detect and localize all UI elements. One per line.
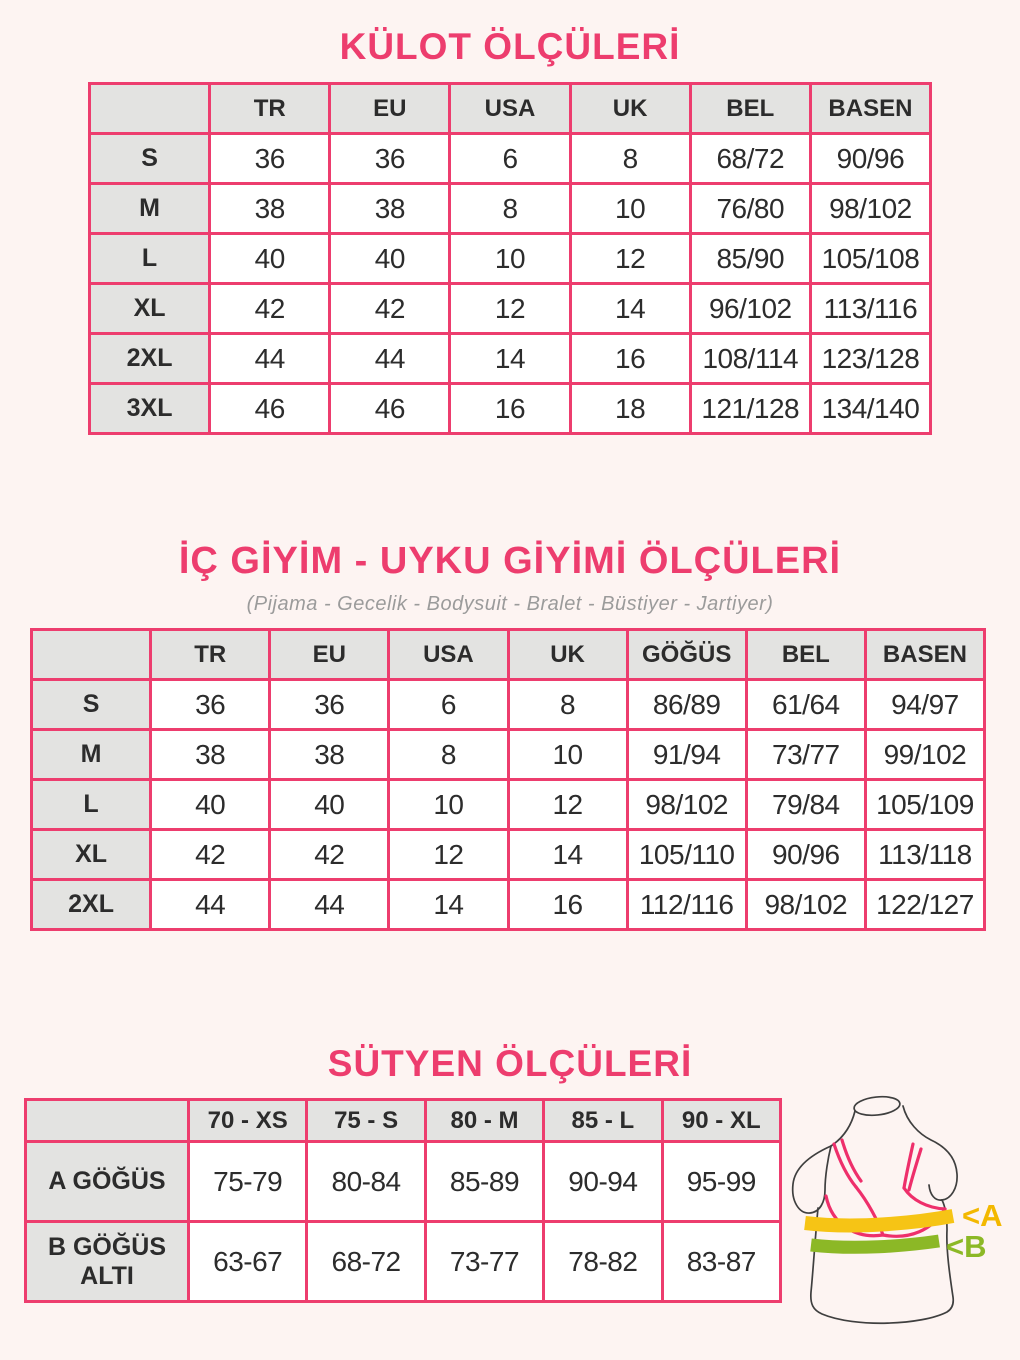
corner-cell (32, 630, 151, 680)
size-value-cell: 85/90 (690, 234, 810, 284)
size-value-cell: 44 (210, 334, 330, 384)
size-value-cell: 42 (270, 830, 389, 880)
table-row (90, 184, 931, 234)
size-value-cell: 36 (151, 680, 270, 730)
size-value-cell: 76/80 (690, 184, 810, 234)
size-value-cell: 113/116 (810, 284, 930, 334)
size-value-cell: 40 (151, 780, 270, 830)
column-header: BASEN (810, 84, 930, 134)
underbust-band-b (811, 1241, 939, 1247)
size-value-cell: 105/109 (865, 780, 984, 830)
size-value-cell: 85-89 (425, 1142, 543, 1222)
size-value-cell: 68/72 (690, 134, 810, 184)
corner-cell (90, 84, 210, 134)
sutyen-title: SÜTYEN ÖLÇÜLERİ (327, 1043, 693, 1084)
size-value-cell: 8 (508, 680, 627, 730)
column-header: BEL (746, 630, 865, 680)
column-header: UK (508, 630, 627, 680)
size-value-cell: 78-82 (544, 1222, 662, 1302)
column-header: USA (389, 630, 508, 680)
size-value-cell: 80-84 (307, 1142, 425, 1222)
underbust-label-b: <B (946, 1229, 987, 1264)
size-value-cell: 36 (270, 680, 389, 730)
size-value-cell: 46 (330, 384, 450, 434)
row-label: L (32, 780, 151, 830)
right-armhole-line (929, 1185, 942, 1200)
size-value-cell: 10 (389, 780, 508, 830)
row-label: XL (32, 830, 151, 880)
column-header: EU (270, 630, 389, 680)
size-value-cell: 10 (570, 184, 690, 234)
size-value-cell: 40 (270, 780, 389, 830)
left-arm-cap (793, 1146, 831, 1213)
size-value-cell: 134/140 (810, 384, 930, 434)
header-row (26, 1100, 781, 1142)
size-value-cell: 38 (330, 184, 450, 234)
table-row (90, 384, 931, 434)
size-value-cell: 112/116 (627, 880, 746, 930)
size-value-cell: 122/127 (865, 880, 984, 930)
column-header: EU (330, 84, 450, 134)
size-value-cell: 75-79 (189, 1142, 307, 1222)
size-value-cell: 113/118 (865, 830, 984, 880)
size-value-cell: 14 (450, 334, 570, 384)
size-value-cell: 44 (270, 880, 389, 930)
table-row (90, 284, 931, 334)
size-value-cell: 90-94 (544, 1142, 662, 1222)
column-header: 90 - XL (662, 1100, 780, 1142)
size-value-cell: 96/102 (690, 284, 810, 334)
size-value-cell: 36 (330, 134, 450, 184)
size-value-cell: 44 (151, 880, 270, 930)
column-header: BEL (690, 84, 810, 134)
size-value-cell: 105/110 (627, 830, 746, 880)
bra-measurement-illustration (772, 1072, 1020, 1360)
row-label: M (32, 730, 151, 780)
size-value-cell: 16 (570, 334, 690, 384)
corner-cell (26, 1100, 189, 1142)
size-value-cell: 86/89 (627, 680, 746, 730)
row-label: S (32, 680, 151, 730)
mannequin-torso (793, 1095, 957, 1324)
size-value-cell: 14 (570, 284, 690, 334)
kulot-title: KÜLOT ÖLÇÜLERİ (339, 26, 681, 67)
table-row (32, 880, 985, 930)
row-label: 2XL (90, 334, 210, 384)
bust-band-a (805, 1216, 953, 1225)
size-value-cell: 108/114 (690, 334, 810, 384)
bra-right-cup-top (904, 1188, 945, 1209)
size-value-cell: 73-77 (425, 1222, 543, 1302)
size-value-cell: 16 (508, 880, 627, 930)
table-row (32, 830, 985, 880)
size-value-cell: 8 (570, 134, 690, 184)
size-value-cell: 121/128 (690, 384, 810, 434)
size-value-cell: 95-99 (662, 1142, 780, 1222)
size-value-cell: 8 (450, 184, 570, 234)
size-value-cell: 36 (210, 134, 330, 184)
row-label: 2XL (32, 880, 151, 930)
size-value-cell: 40 (330, 234, 450, 284)
table-row (32, 680, 985, 730)
column-header: 70 - XS (189, 1100, 307, 1142)
column-header: TR (151, 630, 270, 680)
column-header: USA (450, 84, 570, 134)
row-label: A GÖĞÜS (26, 1142, 189, 1222)
size-value-cell: 68-72 (307, 1222, 425, 1302)
size-value-cell: 83-87 (662, 1222, 780, 1302)
table-row (90, 234, 931, 284)
table-row (90, 134, 931, 184)
size-value-cell: 12 (508, 780, 627, 830)
header-row (32, 630, 985, 680)
size-value-cell: 16 (450, 384, 570, 434)
row-label: 3XL (90, 384, 210, 434)
sutyen-size-table (24, 1098, 782, 1303)
size-value-cell: 14 (389, 880, 508, 930)
size-value-cell: 79/84 (746, 780, 865, 830)
size-value-cell: 73/77 (746, 730, 865, 780)
bra-left-strap-inner (842, 1140, 861, 1181)
table-row (90, 334, 931, 384)
size-value-cell: 12 (450, 284, 570, 334)
ic-giyim-size-table (30, 628, 986, 931)
row-label: L (90, 234, 210, 284)
size-value-cell: 46 (210, 384, 330, 434)
ic-giyim-subtitle: (Pijama - Gecelik - Bodysuit - Bralet - Büstiyer - Jartiyer) (246, 593, 774, 615)
size-value-cell: 12 (389, 830, 508, 880)
size-value-cell: 94/97 (865, 680, 984, 730)
column-header: 75 - S (307, 1100, 425, 1142)
size-value-cell: 38 (270, 730, 389, 780)
size-value-cell: 61/64 (746, 680, 865, 730)
size-value-cell: 90/96 (746, 830, 865, 880)
size-value-cell: 18 (570, 384, 690, 434)
size-value-cell: 10 (450, 234, 570, 284)
size-value-cell: 63-67 (189, 1222, 307, 1302)
size-value-cell: 99/102 (865, 730, 984, 780)
table-row (26, 1222, 781, 1302)
column-header: GÖĞÜS (627, 630, 746, 680)
kulot-size-table (88, 82, 932, 435)
size-value-cell: 42 (151, 830, 270, 880)
size-value-cell: 98/102 (810, 184, 930, 234)
size-value-cell: 38 (151, 730, 270, 780)
table-row (26, 1142, 781, 1222)
size-value-cell: 10 (508, 730, 627, 780)
row-label: XL (90, 284, 210, 334)
size-value-cell: 42 (210, 284, 330, 334)
size-value-cell: 44 (330, 334, 450, 384)
column-header: UK (570, 84, 690, 134)
column-header: 80 - M (425, 1100, 543, 1142)
table-row (32, 780, 985, 830)
table-row (32, 730, 985, 780)
size-value-cell: 91/94 (627, 730, 746, 780)
row-label: M (90, 184, 210, 234)
size-value-cell: 6 (450, 134, 570, 184)
size-value-cell: 98/102 (746, 880, 865, 930)
size-value-cell: 105/108 (810, 234, 930, 284)
row-label: S (90, 134, 210, 184)
size-value-cell: 40 (210, 234, 330, 284)
size-value-cell: 6 (389, 680, 508, 730)
column-header: 85 - L (544, 1100, 662, 1142)
size-value-cell: 98/102 (627, 780, 746, 830)
size-value-cell: 14 (508, 830, 627, 880)
ic-giyim-title: İÇ GİYİM - UYKU GİYİMİ ÖLÇÜLERİ (178, 540, 842, 582)
column-header: BASEN (865, 630, 984, 680)
row-label: B GÖĞÜS ALTI (26, 1222, 189, 1302)
column-header: TR (210, 84, 330, 134)
header-row (90, 84, 931, 134)
size-value-cell: 90/96 (810, 134, 930, 184)
size-value-cell: 8 (389, 730, 508, 780)
size-value-cell: 12 (570, 234, 690, 284)
bust-label-a: <A (962, 1198, 1003, 1233)
neck-opening (853, 1095, 901, 1118)
size-value-cell: 123/128 (810, 334, 930, 384)
size-value-cell: 42 (330, 284, 450, 334)
size-value-cell: 38 (210, 184, 330, 234)
